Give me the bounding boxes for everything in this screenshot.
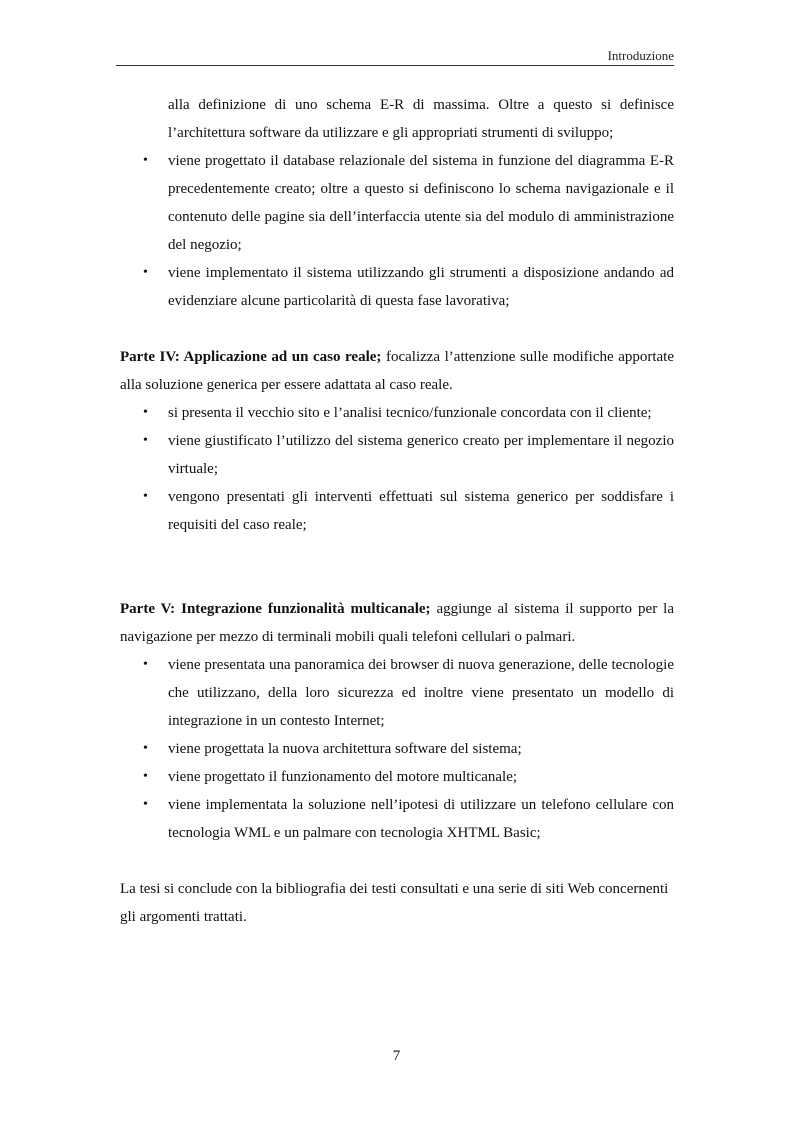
- part5-heading: Parte V: Integrazione funzionalità multicanale;: [120, 601, 431, 617]
- bullet-icon: •: [143, 797, 148, 812]
- list-item-text: alla definizione di uno schema E-R di massima. Oltre a questo si definisce l’architettura software da utilizzare e gli appropriati strumenti di sviluppo;: [168, 97, 674, 141]
- bullet-icon: •: [143, 741, 148, 756]
- part4-text: focalizza l’attenzione sulle modifiche apportate alla soluzione generica per essere adattata al caso reale.: [120, 349, 674, 393]
- part5-paragraph: [120, 595, 674, 651]
- bullet-icon: •: [143, 405, 148, 420]
- list-item: [120, 763, 674, 791]
- part4-heading: Parte IV: Applicazione ad un caso reale;: [120, 349, 382, 365]
- list-item: [120, 483, 674, 539]
- list-item: [120, 91, 674, 147]
- part5-list: [120, 651, 674, 847]
- header-rule: [116, 65, 674, 66]
- page-number: 7: [392, 1048, 401, 1064]
- list-item-text: vengono presentati gli interventi effettuati sul sistema generico per soddisfare i requisiti del caso reale;: [168, 489, 674, 533]
- conclusion-paragraph: La tesi si conclude con la bibliografia dei testi consultati e una serie di siti Web concernenti gli argomenti trattati.: [120, 881, 669, 925]
- bullet-icon: •: [143, 433, 148, 448]
- list-item: [120, 259, 674, 315]
- list-item: [120, 427, 674, 483]
- list-item: [120, 147, 674, 259]
- page-body: [120, 91, 674, 931]
- bullet-icon: •: [143, 489, 148, 504]
- list-item: [120, 651, 674, 735]
- list-item: [120, 399, 674, 427]
- part4-list: [120, 399, 674, 539]
- bullet-icon: •: [143, 153, 148, 168]
- list-item: [120, 791, 674, 847]
- list-item-text: viene progettata la nuova architettura software del sistema;: [168, 741, 522, 757]
- list-item-text: viene presentata una panoramica dei browser di nuova generazione, delle tecnologie che utilizzano, della loro sicurezza ed inoltre viene presentato un modello di integrazione in un contesto Internet;: [168, 657, 674, 729]
- bullet-icon: •: [143, 265, 148, 280]
- list-item-text: viene giustificato l’utilizzo del sistema generico creato per implementare il negozio virtuale;: [168, 433, 674, 477]
- list-item-text: viene progettato il funzionamento del motore multicanale;: [168, 769, 518, 785]
- list-item-text: si presenta il vecchio sito e l’analisi tecnico/funzionale concordata con il cliente;: [168, 405, 652, 421]
- running-header-title: Introduzione: [607, 48, 674, 63]
- list-item: [120, 735, 674, 763]
- part4-paragraph: [120, 343, 674, 399]
- bullet-icon: •: [143, 657, 148, 672]
- part5-text: aggiunge al sistema il supporto per la navigazione per mezzo di terminali mobili quali telefoni cellulari o palmari.: [120, 601, 674, 645]
- intro-list: [120, 91, 674, 315]
- list-item-text: viene progettato il database relazionale del sistema in funzione del diagramma E-R precedentemente creato; oltre a questo si definiscono lo schema navigazionale e il contenuto delle pagine sia dell’interfaccia utente sia del modulo di amministrazione del negozio;: [168, 153, 674, 253]
- list-item-text: viene implementato il sistema utilizzando gli strumenti a disposizione andando ad evidenziare alcune particolarità di questa fase lavorativa;: [168, 265, 674, 309]
- bullet-icon: •: [143, 769, 148, 784]
- list-item-text: viene implementata la soluzione nell’ipotesi di utilizzare un telefono cellulare con tecnologia WML e un palmare con tecnologia XHTML Basic;: [168, 797, 674, 841]
